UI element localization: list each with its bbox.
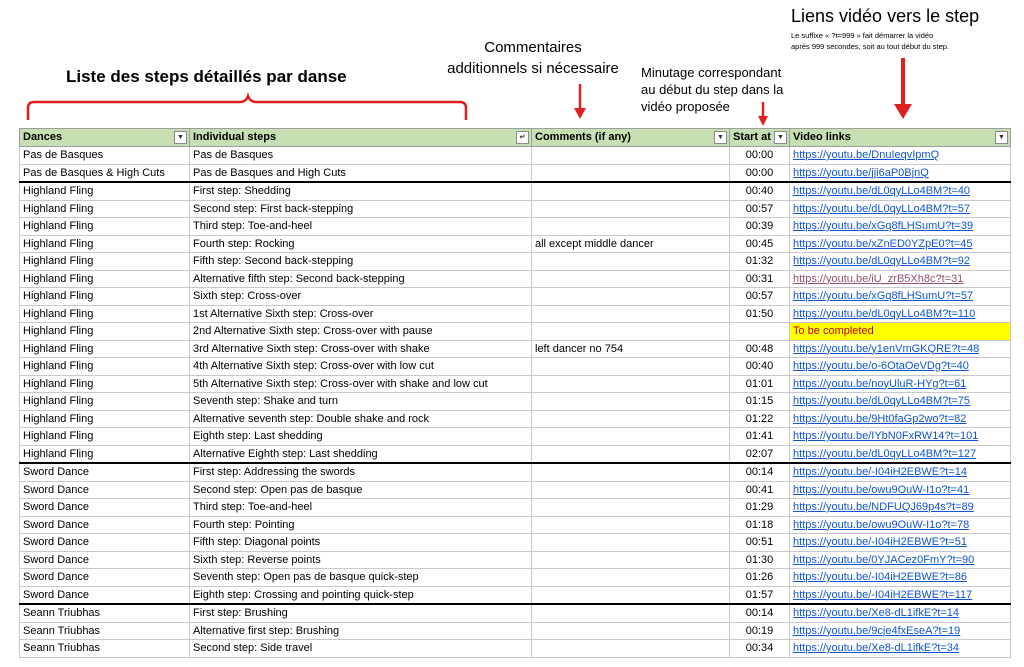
cell-step[interactable]: 5th Alternative Sixth step: Cross-over with shake and low cut: [190, 375, 532, 393]
cell-start-time[interactable]: 00:40: [730, 182, 790, 200]
cell-comment[interactable]: [532, 253, 730, 271]
cell-start-time[interactable]: 00:00: [730, 147, 790, 165]
cell-dance[interactable]: Sword Dance: [20, 463, 190, 481]
cell-step[interactable]: Third step: Toe-and-heel: [190, 499, 532, 517]
cell-dance[interactable]: Pas de Basques & High Cuts: [20, 164, 190, 182]
cell-video-link[interactable]: [790, 147, 1011, 165]
cell-comment[interactable]: [532, 410, 730, 428]
cell-comment[interactable]: [532, 358, 730, 376]
cell-comment[interactable]: [532, 305, 730, 323]
annotation-timing-line3: vidéo proposée: [641, 99, 730, 114]
arrow-down-icon: [894, 58, 912, 119]
cell-dance[interactable]: Highland Fling: [20, 410, 190, 428]
cell-comment[interactable]: left dancer no 754: [532, 340, 730, 358]
cell-video-link[interactable]: [790, 182, 1011, 200]
cell-start-time[interactable]: 01:15: [730, 393, 790, 411]
cell-video-link[interactable]: [790, 340, 1011, 358]
header-comments[interactable]: [532, 129, 730, 147]
table-row: [20, 164, 1011, 182]
cell-dance[interactable]: Sword Dance: [20, 499, 190, 517]
cell-step[interactable]: Alternative fifth step: Second back-stepping: [190, 270, 532, 288]
video-link[interactable]: https://youtu.be/dL0qyLLo4BM?t=75: [793, 395, 971, 407]
cell-video-link[interactable]: [790, 551, 1011, 569]
cell-comment[interactable]: [532, 604, 730, 622]
cell-comment[interactable]: all except middle dancer: [532, 235, 730, 253]
cell-comment[interactable]: [532, 640, 730, 658]
video-link[interactable]: https://youtu.be/Xe8-dL1ifkE?t=14: [793, 607, 960, 619]
table-row: [20, 358, 1011, 376]
cell-start-time[interactable]: 02:07: [730, 445, 790, 463]
video-link[interactable]: https://youtu.be/dL0qyLLo4BM?t=92: [793, 255, 971, 267]
cell-dance[interactable]: Sword Dance: [20, 569, 190, 587]
cell-video-link[interactable]: [790, 569, 1011, 587]
cell-video-link[interactable]: [790, 463, 1011, 481]
cell-dance[interactable]: Highland Fling: [20, 323, 190, 341]
cell-start-time[interactable]: 00:00: [730, 164, 790, 182]
video-link[interactable]: https://youtu.be/xZnED0YZpE0?t=45: [793, 237, 973, 250]
cell-step[interactable]: Alternative seventh step: Double shake and rock: [190, 410, 532, 428]
annotation-video-links-title: Liens vidéo vers le step: [791, 6, 980, 26]
cell-step[interactable]: Fifth step: Diagonal points: [190, 534, 532, 552]
cell-start-time[interactable]: [730, 323, 790, 341]
video-link[interactable]: https://youtu.be/o-6OtaOeVDg?t=40: [793, 360, 969, 372]
annotation-dance-steps-title: Liste des steps détaillés par danse: [66, 67, 347, 86]
annotation-timing-line2: au début du step dans la: [641, 82, 784, 97]
cell-video-link[interactable]: [790, 164, 1011, 182]
cell-start-time[interactable]: 00:57: [730, 200, 790, 218]
cell-step[interactable]: 1st Alternative Sixth step: Cross-over: [190, 305, 532, 323]
video-link[interactable]: https://youtu.be/9Ht0faGp2wo?t=82: [793, 412, 967, 425]
cell-comment[interactable]: [532, 445, 730, 463]
video-link[interactable]: https://youtu.be/dL0qyLLo4BM?t=57: [793, 202, 971, 215]
cell-step[interactable]: 3rd Alternative Sixth step: Cross-over with shake: [190, 340, 532, 358]
table-row: [20, 288, 1011, 306]
cell-video-link[interactable]: [790, 499, 1011, 517]
cell-start-time[interactable]: 00:40: [730, 358, 790, 376]
video-link[interactable]: https://youtu.be/Xe8-dL1ifkE?t=34: [793, 642, 960, 654]
cell-comment[interactable]: [532, 375, 730, 393]
cell-video-link[interactable]: [790, 235, 1011, 253]
cell-video-link[interactable]: [790, 270, 1011, 288]
table-row: [20, 586, 1011, 604]
red-brace-icon: [28, 96, 466, 120]
video-link[interactable]: https://youtu.be/dL0qyLLo4BM?t=127: [793, 447, 977, 460]
cell-dance[interactable]: Pas de Basques: [20, 147, 190, 165]
table-body: [20, 147, 1011, 658]
cell-step[interactable]: Fourth step: Rocking: [190, 235, 532, 253]
cell-video-link[interactable]: [790, 253, 1011, 271]
cell-start-time[interactable]: 00:48: [730, 340, 790, 358]
video-link[interactable]: https://youtu.be/jji6aP0BjnQ: [793, 166, 929, 179]
video-link[interactable]: https://youtu.be/y1enVmGKQRE?t=48: [793, 342, 980, 355]
table-row: [20, 569, 1011, 587]
table-row: [20, 445, 1011, 463]
cell-step[interactable]: Seventh step: Open pas de basque quick-step: [190, 569, 532, 587]
cell-comment[interactable]: [532, 200, 730, 218]
cell-start-time[interactable]: 00:14: [730, 604, 790, 622]
video-link[interactable]: https://youtu.be/-I04iH2EBWE?t=14: [793, 466, 967, 478]
video-link[interactable]: https://youtu.be/iU_zrB5Xh8c?t=31: [793, 272, 964, 285]
cell-comment[interactable]: [532, 288, 730, 306]
table-row: [20, 375, 1011, 393]
cell-start-time[interactable]: 01:29: [730, 499, 790, 517]
table-row: [20, 200, 1011, 218]
cell-video-link[interactable]: [790, 445, 1011, 463]
cell-dance[interactable]: Highland Fling: [20, 445, 190, 463]
table-row: [20, 463, 1011, 481]
table-row: [20, 534, 1011, 552]
cell-step[interactable]: First step: Addressing the swords: [190, 463, 532, 481]
filter-dropdown-icon[interactable]: ▼: [714, 131, 727, 144]
cell-video-link[interactable]: [790, 622, 1011, 640]
cell-dance[interactable]: Seann Triubhas: [20, 622, 190, 640]
video-link[interactable]: https://youtu.be/9cje4fxEseA?t=19: [793, 624, 961, 637]
table-row: [20, 499, 1011, 517]
video-link[interactable]: https://youtu.be/owu9OuW-I1o?t=41: [793, 483, 970, 496]
table-row: [20, 481, 1011, 499]
cell-dance[interactable]: Highland Fling: [20, 182, 190, 200]
cell-start-time[interactable]: 00:57: [730, 288, 790, 306]
cell-dance[interactable]: Highland Fling: [20, 253, 190, 271]
table-row: [20, 393, 1011, 411]
cell-start-time[interactable]: 01:57: [730, 586, 790, 604]
header-video-links[interactable]: [790, 129, 1011, 147]
cell-comment[interactable]: [532, 551, 730, 569]
annotation-note-line1: Le suffixe « ?t=999 » fait démarrer la vidéo: [791, 31, 934, 40]
table-row: [20, 428, 1011, 446]
table-row: [20, 305, 1011, 323]
table-row: [20, 640, 1011, 658]
cell-dance[interactable]: Sword Dance: [20, 551, 190, 569]
cell-video-link[interactable]: [790, 410, 1011, 428]
cell-start-time[interactable]: 00:34: [730, 640, 790, 658]
header-label: Video links: [793, 131, 851, 144]
cell-step[interactable]: Fifth step: Second back-stepping: [190, 253, 532, 271]
cell-video-link-pending[interactable]: To be completed: [790, 323, 1011, 341]
table-row: [20, 516, 1011, 534]
filter-dropdown-icon[interactable]: ▼: [174, 131, 187, 144]
cell-video-link[interactable]: [790, 375, 1011, 393]
cell-video-link[interactable]: [790, 393, 1011, 411]
cell-dance[interactable]: Sword Dance: [20, 516, 190, 534]
cell-start-time[interactable]: 00:31: [730, 270, 790, 288]
table-row: [20, 235, 1011, 253]
cell-video-link[interactable]: [790, 516, 1011, 534]
cell-comment[interactable]: [532, 218, 730, 236]
cell-start-time[interactable]: 01:30: [730, 551, 790, 569]
cell-dance[interactable]: Highland Fling: [20, 340, 190, 358]
cell-dance[interactable]: Highland Fling: [20, 270, 190, 288]
video-link[interactable]: https://youtu.be/DnuIeqvIpmQ: [793, 149, 940, 161]
arrow-down-icon: [574, 84, 586, 119]
video-link[interactable]: https://youtu.be/NDFUQJ69p4s?t=89: [793, 501, 974, 513]
cell-start-time[interactable]: 00:39: [730, 218, 790, 236]
cell-start-time[interactable]: 01:50: [730, 305, 790, 323]
cell-start-time[interactable]: 00:45: [730, 235, 790, 253]
table-row: [20, 218, 1011, 236]
cell-comment[interactable]: [532, 463, 730, 481]
cell-comment[interactable]: [532, 164, 730, 182]
cell-step[interactable]: Sixth step: Reverse points: [190, 551, 532, 569]
steps-table: [19, 128, 1011, 658]
table-row: [20, 253, 1011, 271]
annotation-note-line2: après 999 secondes, soit au tout début du step.: [791, 42, 950, 51]
cell-comment[interactable]: [532, 622, 730, 640]
cell-dance[interactable]: Sword Dance: [20, 481, 190, 499]
video-link[interactable]: https://youtu.be/-I04iH2EBWE?t=86: [793, 571, 967, 583]
cell-dance[interactable]: Highland Fling: [20, 305, 190, 323]
cell-step[interactable]: First step: Brushing: [190, 604, 532, 622]
cell-dance[interactable]: Highland Fling: [20, 428, 190, 446]
header-label: Comments (if any): [535, 131, 631, 144]
video-link[interactable]: https://youtu.be/dL0qyLLo4BM?t=40: [793, 185, 971, 197]
cell-start-time[interactable]: 01:18: [730, 516, 790, 534]
table-row: [20, 410, 1011, 428]
cell-comment[interactable]: [532, 499, 730, 517]
cell-start-time[interactable]: 00:14: [730, 463, 790, 481]
filter-dropdown-icon[interactable]: ▼: [774, 131, 787, 144]
video-link[interactable]: https://youtu.be/-I04iH2EBWE?t=51: [793, 536, 967, 548]
cell-dance[interactable]: Highland Fling: [20, 200, 190, 218]
table-row: [20, 147, 1011, 165]
cell-dance[interactable]: Seann Triubhas: [20, 640, 190, 658]
cell-step[interactable]: 2nd Alternative Sixth step: Cross-over with pause: [190, 323, 532, 341]
cell-step[interactable]: Alternative Eighth step: Last shedding: [190, 445, 532, 463]
header-label: Individual steps: [193, 131, 277, 144]
cell-video-link[interactable]: [790, 640, 1011, 658]
annotation-timing-line1: Minutage correspondant: [641, 65, 782, 80]
cell-start-time[interactable]: 01:41: [730, 428, 790, 446]
cell-step[interactable]: Eighth step: Last shedding: [190, 428, 532, 446]
cell-dance[interactable]: Sword Dance: [20, 586, 190, 604]
video-link[interactable]: https://youtu.be/-I04iH2EBWE?t=117: [793, 588, 973, 601]
cell-comment[interactable]: [532, 586, 730, 604]
cell-step[interactable]: Second step: Open pas de basque: [190, 481, 532, 499]
cell-step[interactable]: Alternative first step: Brushing: [190, 622, 532, 640]
video-link[interactable]: https://youtu.be/owu9OuW-I1o?t=78: [793, 518, 970, 531]
video-link[interactable]: https://youtu.be/IYbN0FxRW14?t=101: [793, 430, 979, 442]
cell-video-link[interactable]: [790, 428, 1011, 446]
sort-filter-icon[interactable]: ↵: [516, 131, 529, 144]
cell-video-link[interactable]: [790, 200, 1011, 218]
cell-start-time[interactable]: 00:19: [730, 622, 790, 640]
table-row: [20, 182, 1011, 200]
cell-step[interactable]: Second step: First back-stepping: [190, 200, 532, 218]
cell-comment[interactable]: [532, 147, 730, 165]
cell-step[interactable]: Sixth step: Cross-over: [190, 288, 532, 306]
cell-video-link[interactable]: [790, 481, 1011, 499]
cell-video-link[interactable]: [790, 586, 1011, 604]
cell-comment[interactable]: [532, 534, 730, 552]
cell-step[interactable]: Pas de Basques: [190, 147, 532, 165]
video-link[interactable]: https://youtu.be/noyUluR-HYg?t=61: [793, 377, 967, 390]
table-row: [20, 270, 1011, 288]
cell-comment[interactable]: [532, 323, 730, 341]
table-header-row: [20, 129, 1011, 147]
cell-start-time[interactable]: 01:32: [730, 253, 790, 271]
cell-dance[interactable]: Highland Fling: [20, 218, 190, 236]
table-row: [20, 622, 1011, 640]
header-dances[interactable]: [20, 129, 190, 147]
cell-comment[interactable]: [532, 393, 730, 411]
cell-step[interactable]: First step: Shedding: [190, 182, 532, 200]
video-link[interactable]: https://youtu.be/0YJACez0FmY?t=90: [793, 553, 975, 566]
table-row: [20, 340, 1011, 358]
cell-step[interactable]: Fourth step: Pointing: [190, 516, 532, 534]
annotation-comments-line2: additionnels si nécessaire: [447, 60, 619, 77]
cell-step[interactable]: Second step: Side travel: [190, 640, 532, 658]
table-row: [20, 323, 1011, 341]
cell-dance[interactable]: Sword Dance: [20, 534, 190, 552]
cell-video-link[interactable]: [790, 288, 1011, 306]
cell-video-link[interactable]: [790, 604, 1011, 622]
cell-step[interactable]: 4th Alternative Sixth step: Cross-over with low cut: [190, 358, 532, 376]
cell-video-link[interactable]: [790, 534, 1011, 552]
filter-dropdown-icon[interactable]: ▼: [995, 131, 1008, 144]
cell-start-time[interactable]: 00:41: [730, 481, 790, 499]
header-label: Dances: [23, 131, 63, 144]
cell-step[interactable]: Eighth step: Crossing and pointing quick-step: [190, 586, 532, 604]
cell-start-time[interactable]: 01:26: [730, 569, 790, 587]
cell-dance[interactable]: Highland Fling: [20, 393, 190, 411]
cell-dance[interactable]: Seann Triubhas: [20, 604, 190, 622]
video-link[interactable]: https://youtu.be/xGq8fLHSumU?t=39: [793, 220, 974, 232]
header-start-at[interactable]: [730, 129, 790, 147]
cell-dance[interactable]: Highland Fling: [20, 235, 190, 253]
annotation-timing: [641, 64, 801, 115]
cell-video-link[interactable]: [790, 358, 1011, 376]
cell-dance[interactable]: Highland Fling: [20, 288, 190, 306]
video-link[interactable]: https://youtu.be/dL0qyLLo4BM?t=110: [793, 307, 976, 320]
cell-start-time[interactable]: 01:22: [730, 410, 790, 428]
header-individual-steps[interactable]: [190, 129, 532, 147]
cell-step[interactable]: Pas de Basques and High Cuts: [190, 164, 532, 182]
cell-comment[interactable]: [532, 182, 730, 200]
header-label: Start at: [733, 131, 771, 144]
video-link[interactable]: https://youtu.be/xGq8fLHSumU?t=57: [793, 290, 974, 302]
cell-start-time[interactable]: 01:01: [730, 375, 790, 393]
cell-step[interactable]: Third step: Toe-and-heel: [190, 218, 532, 236]
table-row: [20, 604, 1011, 622]
cell-video-link[interactable]: [790, 218, 1011, 236]
cell-dance[interactable]: Highland Fling: [20, 375, 190, 393]
cell-comment[interactable]: [532, 270, 730, 288]
annotation-video-links-note: [791, 30, 1011, 52]
cell-comment[interactable]: [532, 569, 730, 587]
annotation-comments: [438, 37, 628, 79]
table-row: [20, 551, 1011, 569]
annotation-comments-line1: Commentaires: [484, 39, 582, 56]
cell-comment[interactable]: [532, 516, 730, 534]
cell-comment[interactable]: [532, 481, 730, 499]
cell-comment[interactable]: [532, 428, 730, 446]
cell-start-time[interactable]: 00:51: [730, 534, 790, 552]
cell-video-link[interactable]: [790, 305, 1011, 323]
cell-step[interactable]: Seventh step: Shake and turn: [190, 393, 532, 411]
cell-dance[interactable]: Highland Fling: [20, 358, 190, 376]
